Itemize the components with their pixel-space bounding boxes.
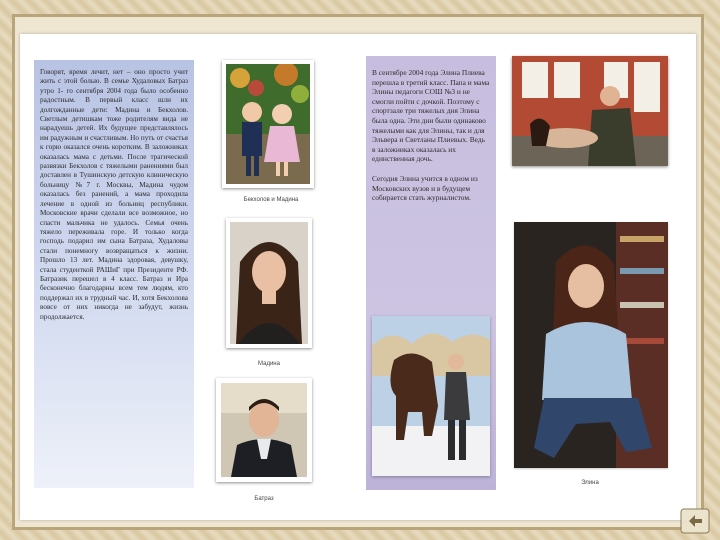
photo-girl-horse [372,316,490,476]
story-text-khudalovy: Говорят, время лечит, нет – оно просто учит жить с этой болью. В семье Худаловых Батраз утро 1- го сентября 2004 года было особенно радостным. В первый класс шли их долгожданные дети: Мадина и Бекхолов. Светлым детишкам тоже родителям вида не нарадуешь детей. Их будущее представлялось им радужным и счастливым. Но путь от счастья к горю оказался очень коротким. В заложниках оказалась мама с детьми. После трагической развязки Бекхолов с тяжелыми ранениями был доставлен в Тушинскую детскую клиническую больницу №7 г. Москвы, Мадина чудом оказалась без ранений, а мама проходила лечение в одной из больниц республики. Московские врачи сделали все возможное, но спасти мальчика не удалось. Семья очень тяжело переживала горе. И только когда господь подарил им сына Батраза, Худаловы стали понемногу возвращаться к жизни. Прошло 13 лет. Мадина здоровая, девушку, стала студенткой РАШиГ при Президенте РФ. Батразик перешел в 4 класс. Батраз и Ира бесконечно благодарны всем тем людям, кто поддержал их в трудный час. И, хотя Бекхолова вовсе от них никогда не забудут, жизнь продолжается. [40,68,188,321]
photo-children [222,60,314,188]
caption-elina: Элина [581,480,599,486]
story-paragraph-2: Сегодня Элина учится в одном из Московских вузов и в будущем собирается стать журналистом. [372,173,478,203]
photo-batraz [216,378,312,482]
story-column-khudalovy [34,60,194,488]
photo-elina [514,222,668,468]
caption-madina: Мадина [258,361,280,367]
story-paragraph-1: В сентябре 2004 года Элина Плиева перешла в третий класс. Папа и мама Элины педагоги СОШ №3 и не смогли пойти с дочкой. Поэтому с спортзале три тяжелых дня Элина была одна. Эти дни были одинаково тяжелыми как для Элины, так и для Эльвера и Светланы Плиевых. Ведь в заложниках оказалась их единственная дочь. [372,68,490,164]
caption-batraz: Батраз [254,496,274,502]
caption-children: Бекхолов и Мадина [243,197,299,203]
photo-man-girl [512,56,668,166]
page-nav-icon[interactable] [680,508,710,534]
photo-madina [226,218,312,348]
